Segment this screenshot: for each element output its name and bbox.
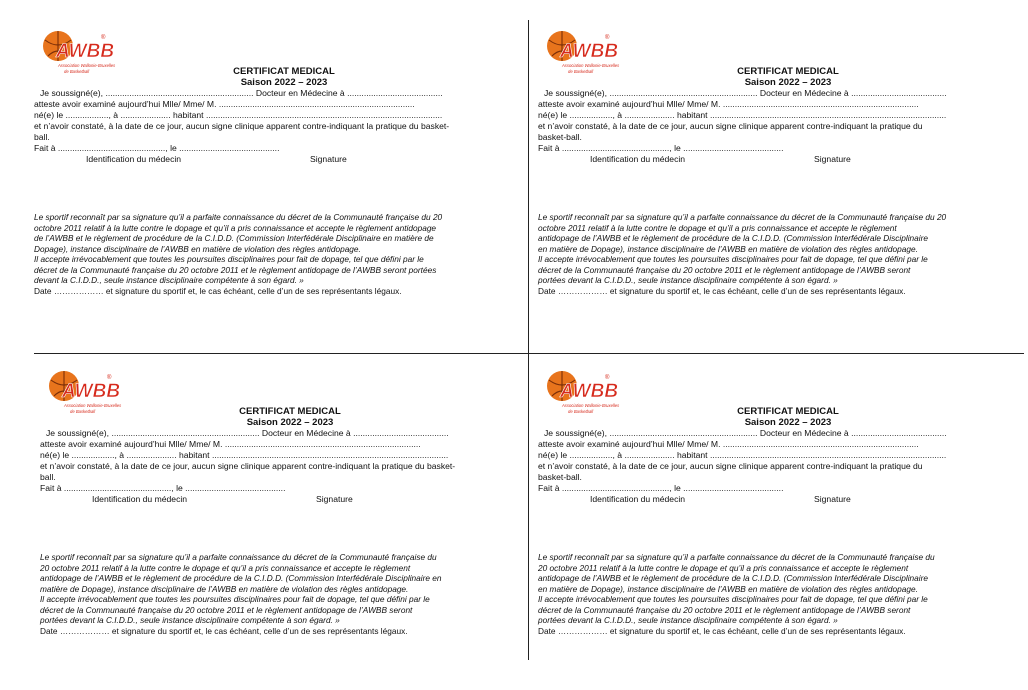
athlete-date-signature-line: Date ……………… et signature du sportif et, le cas échéant, celle d’un de ses représentants légaux. — [34, 285, 402, 296]
declaration-line: Le sportif reconnaît par sa signature qu’il a parfaite connaissance du décret de la Communauté française du 20 — [538, 212, 947, 222]
attestation-line: et n’avoir constaté, à la date de ce jour, aucun signe clinique apparent contre-indiquant la pratique du — [538, 121, 923, 131]
svg-text:Association Wallonie-Bruxelles: Association Wallonie-Bruxelles — [58, 63, 116, 68]
declaration-line: Il accepte irrévocablement que toutes les poursuites disciplinaires pour fait de dopage, tel que défini par le — [538, 254, 928, 264]
athlete-date-signature-line: Date ……………… et signature du sportif et, le cas échéant, celle d’un de ses représentants légaux. — [538, 625, 906, 636]
declaration-line: décret de la Communauté française du 20 octobre 2011 et le règlement antidopage de l’AWBB seront — [40, 604, 413, 615]
declaration-line: de l’AWBB et le règlement de procédure de la C.I.D.D. (Commission Interfédérale Disciplinaire en matière de — [34, 233, 434, 243]
declaration-line: Il accepte irrévocablement que toutes les poursuites disciplinaires pour fait de dopage, tel que défini par le — [40, 594, 430, 604]
awbb-logo — [542, 364, 620, 418]
svg-text:de Basketball: de Basketball — [64, 69, 90, 74]
svg-text:AWBB: AWBB — [56, 41, 115, 62]
season-label: Saison 2022 – 2023 — [744, 77, 832, 88]
svg-text:de Basketball: de Basketball — [568, 69, 594, 74]
birth-residence-line: né(e) le .................., à ..................... habitant ................................................................................................... — [40, 450, 449, 460]
doctor-line: Je soussigné(e), .............................................................. Docteur en Médecine à ........................................ — [40, 88, 443, 98]
certificate-title: CERTIFICAT MEDICAL — [737, 406, 839, 417]
attestation-line: et n’avoir constaté, à la date de ce jour, aucun signe clinique apparent contre-indiquant la pratique du — [538, 461, 923, 471]
svg-text:de Basketball: de Basketball — [568, 409, 594, 414]
season-label: Saison 2022 – 2023 — [246, 417, 334, 428]
medical-certificate — [538, 360, 1028, 690]
athlete-declaration — [40, 552, 530, 636]
declaration-line: octobre 2011 relatif à la lutte contre le dopage et qu’il a pris connaissance et accepte le règlement antidopage — [34, 222, 437, 233]
declaration-line: antidopage de l’AWBB et le règlement de procédure de la C.I.D.D. (Commission Interfédérale Disciplinaire en — [40, 573, 442, 583]
patient-line: atteste avoir examiné aujourd’hui Mlle/ Mme/ M. .................................................................................. — [538, 439, 919, 449]
signature-label: Signature — [310, 154, 347, 164]
athlete-date-signature-line: Date ……………… et signature du sportif et, le cas échéant, celle d’un de ses représentants légaux. — [40, 625, 408, 636]
declaration-line: portées devant la C.I.D.D., seule instance disciplinaire compétente à son égard. » — [538, 615, 838, 625]
place-date-line: Fait à ............................................., le .......................................... — [538, 483, 784, 493]
place-date-line: Fait à ............................................., le .......................................... — [34, 143, 280, 153]
declaration-line: en matière de Dopage), instance disciplinaire de l’AWBB en matière de violation des règles antidopage. — [538, 583, 918, 594]
svg-text:Association Wallonie-Bruxelles: Association Wallonie-Bruxelles — [562, 63, 620, 68]
athlete-date-signature-line: Date ……………… et signature du sportif et, le cas échéant, celle d’un de ses représentants légaux. — [538, 285, 906, 296]
signature-label: Signature — [316, 494, 353, 504]
season-label: Saison 2022 – 2023 — [744, 417, 832, 428]
declaration-line: décret de la Communauté française du 20 octobre 2011 et le règlement antidopage de l’AWBB seront portées — [34, 264, 437, 275]
declaration-line: décret de la Communauté française du 20 octobre 2011 et le règlement antidopage de l’AWBB seront — [538, 264, 911, 275]
doctor-identification-label: Identification du médecin — [590, 154, 686, 164]
certificate-title: CERTIFICAT MEDICAL — [233, 66, 335, 77]
svg-text:AWBB: AWBB — [560, 381, 619, 402]
svg-text:Association Wallonie-Bruxelles: Association Wallonie-Bruxelles — [64, 403, 122, 408]
declaration-line: Le sportif reconnaît par sa signature qu’il a parfaite connaissance du décret de la Communauté française du 20 — [34, 212, 443, 222]
medical-certificate — [538, 20, 1028, 350]
attestation-line-continued: ball. — [34, 132, 50, 142]
birth-residence-line: né(e) le .................., à ..................... habitant ................................................................................................... — [538, 450, 947, 460]
declaration-line: 20 octobre 2011 relatif à la lutte contre le dopage et qu’il a pris connaissance et accepte le règlement — [40, 562, 411, 573]
svg-text:®: ® — [605, 375, 610, 381]
awbb-logo — [38, 24, 116, 78]
declaration-line: Le sportif reconnaît par sa signature qu’il a parfaite connaissance du décret de la Communauté française du — [538, 552, 935, 562]
svg-text:Association Wallonie-Bruxelles: Association Wallonie-Bruxelles — [562, 403, 620, 408]
birth-residence-line: né(e) le .................., à ..................... habitant ................................................................................................... — [34, 110, 443, 120]
declaration-line: décret de la Communauté française du 20 octobre 2011 et le règlement antidopage de l’AWBB seront — [538, 604, 911, 615]
declaration-line: octobre 2011 relatif à la lutte contre le dopage et qu’il a pris connaissance et accepte le règlement — [538, 222, 897, 233]
declaration-line: 20 octobre 2011 relatif à la lutte contre le dopage et qu’il a pris connaissance et accepte le règlement — [538, 562, 909, 573]
attestation-line: et n’avoir constaté, à la date de ce jour, aucun signe clinique apparent contre-indiquant la pratique du basket- — [40, 461, 456, 471]
athlete-declaration — [34, 212, 524, 296]
declaration-line: Dopage), instance disciplinaire de l’AWBB en matière de violation des règles antidopage. — [34, 243, 361, 254]
patient-line: atteste avoir examiné aujourd’hui Mlle/ Mme/ M. .................................................................................. — [538, 99, 919, 109]
attestation-line-continued: basket-ball. — [538, 472, 582, 482]
declaration-line: en matière de Dopage), instance disciplinaire de l’AWBB en matière de violation des règles antidopage. — [538, 243, 918, 254]
patient-line: atteste avoir examiné aujourd’hui Mlle/ Mme/ M. .................................................................................. — [40, 439, 421, 449]
attestation-line-continued: ball. — [40, 472, 56, 482]
attestation-line-continued: basket-ball. — [538, 132, 582, 142]
season-label: Saison 2022 – 2023 — [240, 77, 328, 88]
declaration-line: antidopage de l’AWBB et le règlement de procédure de la C.I.D.D. (Commission Interfédérale Disciplinaire — [538, 573, 928, 583]
birth-residence-line: né(e) le .................., à ..................... habitant ................................................................................................... — [538, 110, 947, 120]
doctor-identification-label: Identification du médecin — [590, 494, 686, 504]
doctor-identification-label: Identification du médecin — [92, 494, 188, 504]
declaration-line: Il accepte irrévocablement que toutes les poursuites disciplinaires pour fait de dopage, tel que défini par le — [34, 254, 424, 264]
svg-text:AWBB: AWBB — [560, 41, 619, 62]
certificate-title: CERTIFICAT MEDICAL — [737, 66, 839, 77]
signature-label: Signature — [814, 154, 851, 164]
athlete-declaration — [538, 552, 1028, 636]
svg-text:AWBB: AWBB — [62, 381, 121, 402]
svg-text:de Basketball: de Basketball — [70, 409, 96, 414]
svg-text:®: ® — [107, 375, 112, 381]
svg-text:®: ® — [605, 35, 610, 41]
athlete-declaration — [538, 212, 1028, 296]
declaration-line: portées devant la C.I.D.D., seule instance disciplinaire compétente à son égard. » — [538, 275, 838, 285]
awbb-logo — [542, 24, 620, 78]
declaration-line: matière de Dopage), instance disciplinaire de l’AWBB en matière de violation des règles antidopage. — [40, 583, 409, 594]
place-date-line: Fait à ............................................., le .......................................... — [538, 143, 784, 153]
declaration-line: Le sportif reconnaît par sa signature qu’il a parfaite connaissance du décret de la Communauté française du — [40, 552, 437, 562]
medical-certificate — [34, 20, 524, 350]
place-date-line: Fait à ............................................., le .......................................... — [40, 483, 286, 493]
svg-text:®: ® — [101, 35, 106, 41]
declaration-line: portées devant la C.I.D.D., seule instance disciplinaire compétente à son égard. » — [40, 615, 340, 625]
signature-label: Signature — [814, 494, 851, 504]
horizontal-cut-line — [34, 353, 1024, 354]
attestation-line: et n’avoir constaté, à la date de ce jour, aucun signe clinique apparent contre-indiquant la pratique du basket- — [34, 121, 450, 131]
medical-certificate — [40, 360, 530, 690]
declaration-line: antidopage de l’AWBB et le règlement de procédure de la C.I.D.D. (Commission Interfédérale Disciplinaire — [538, 233, 928, 243]
doctor-line: Je soussigné(e), .............................................................. Docteur en Médecine à ........................................ — [544, 88, 947, 98]
declaration-line: devant la C.I.D.D., seule instance disciplinaire compétente à son égard. » — [34, 275, 304, 285]
awbb-logo — [44, 364, 122, 418]
doctor-identification-label: Identification du médecin — [86, 154, 182, 164]
doctor-line: Je soussigné(e), .............................................................. Docteur en Médecine à ........................................ — [544, 428, 947, 438]
patient-line: atteste avoir examiné aujourd’hui Mlle/ Mme/ M. .................................................................................. — [34, 99, 415, 109]
declaration-line: Il accepte irrévocablement que toutes les poursuites disciplinaires pour fait de dopage, tel que défini par le — [538, 594, 928, 604]
doctor-line: Je soussigné(e), .............................................................. Docteur en Médecine à ........................................ — [46, 428, 449, 438]
certificate-title: CERTIFICAT MEDICAL — [239, 406, 341, 417]
